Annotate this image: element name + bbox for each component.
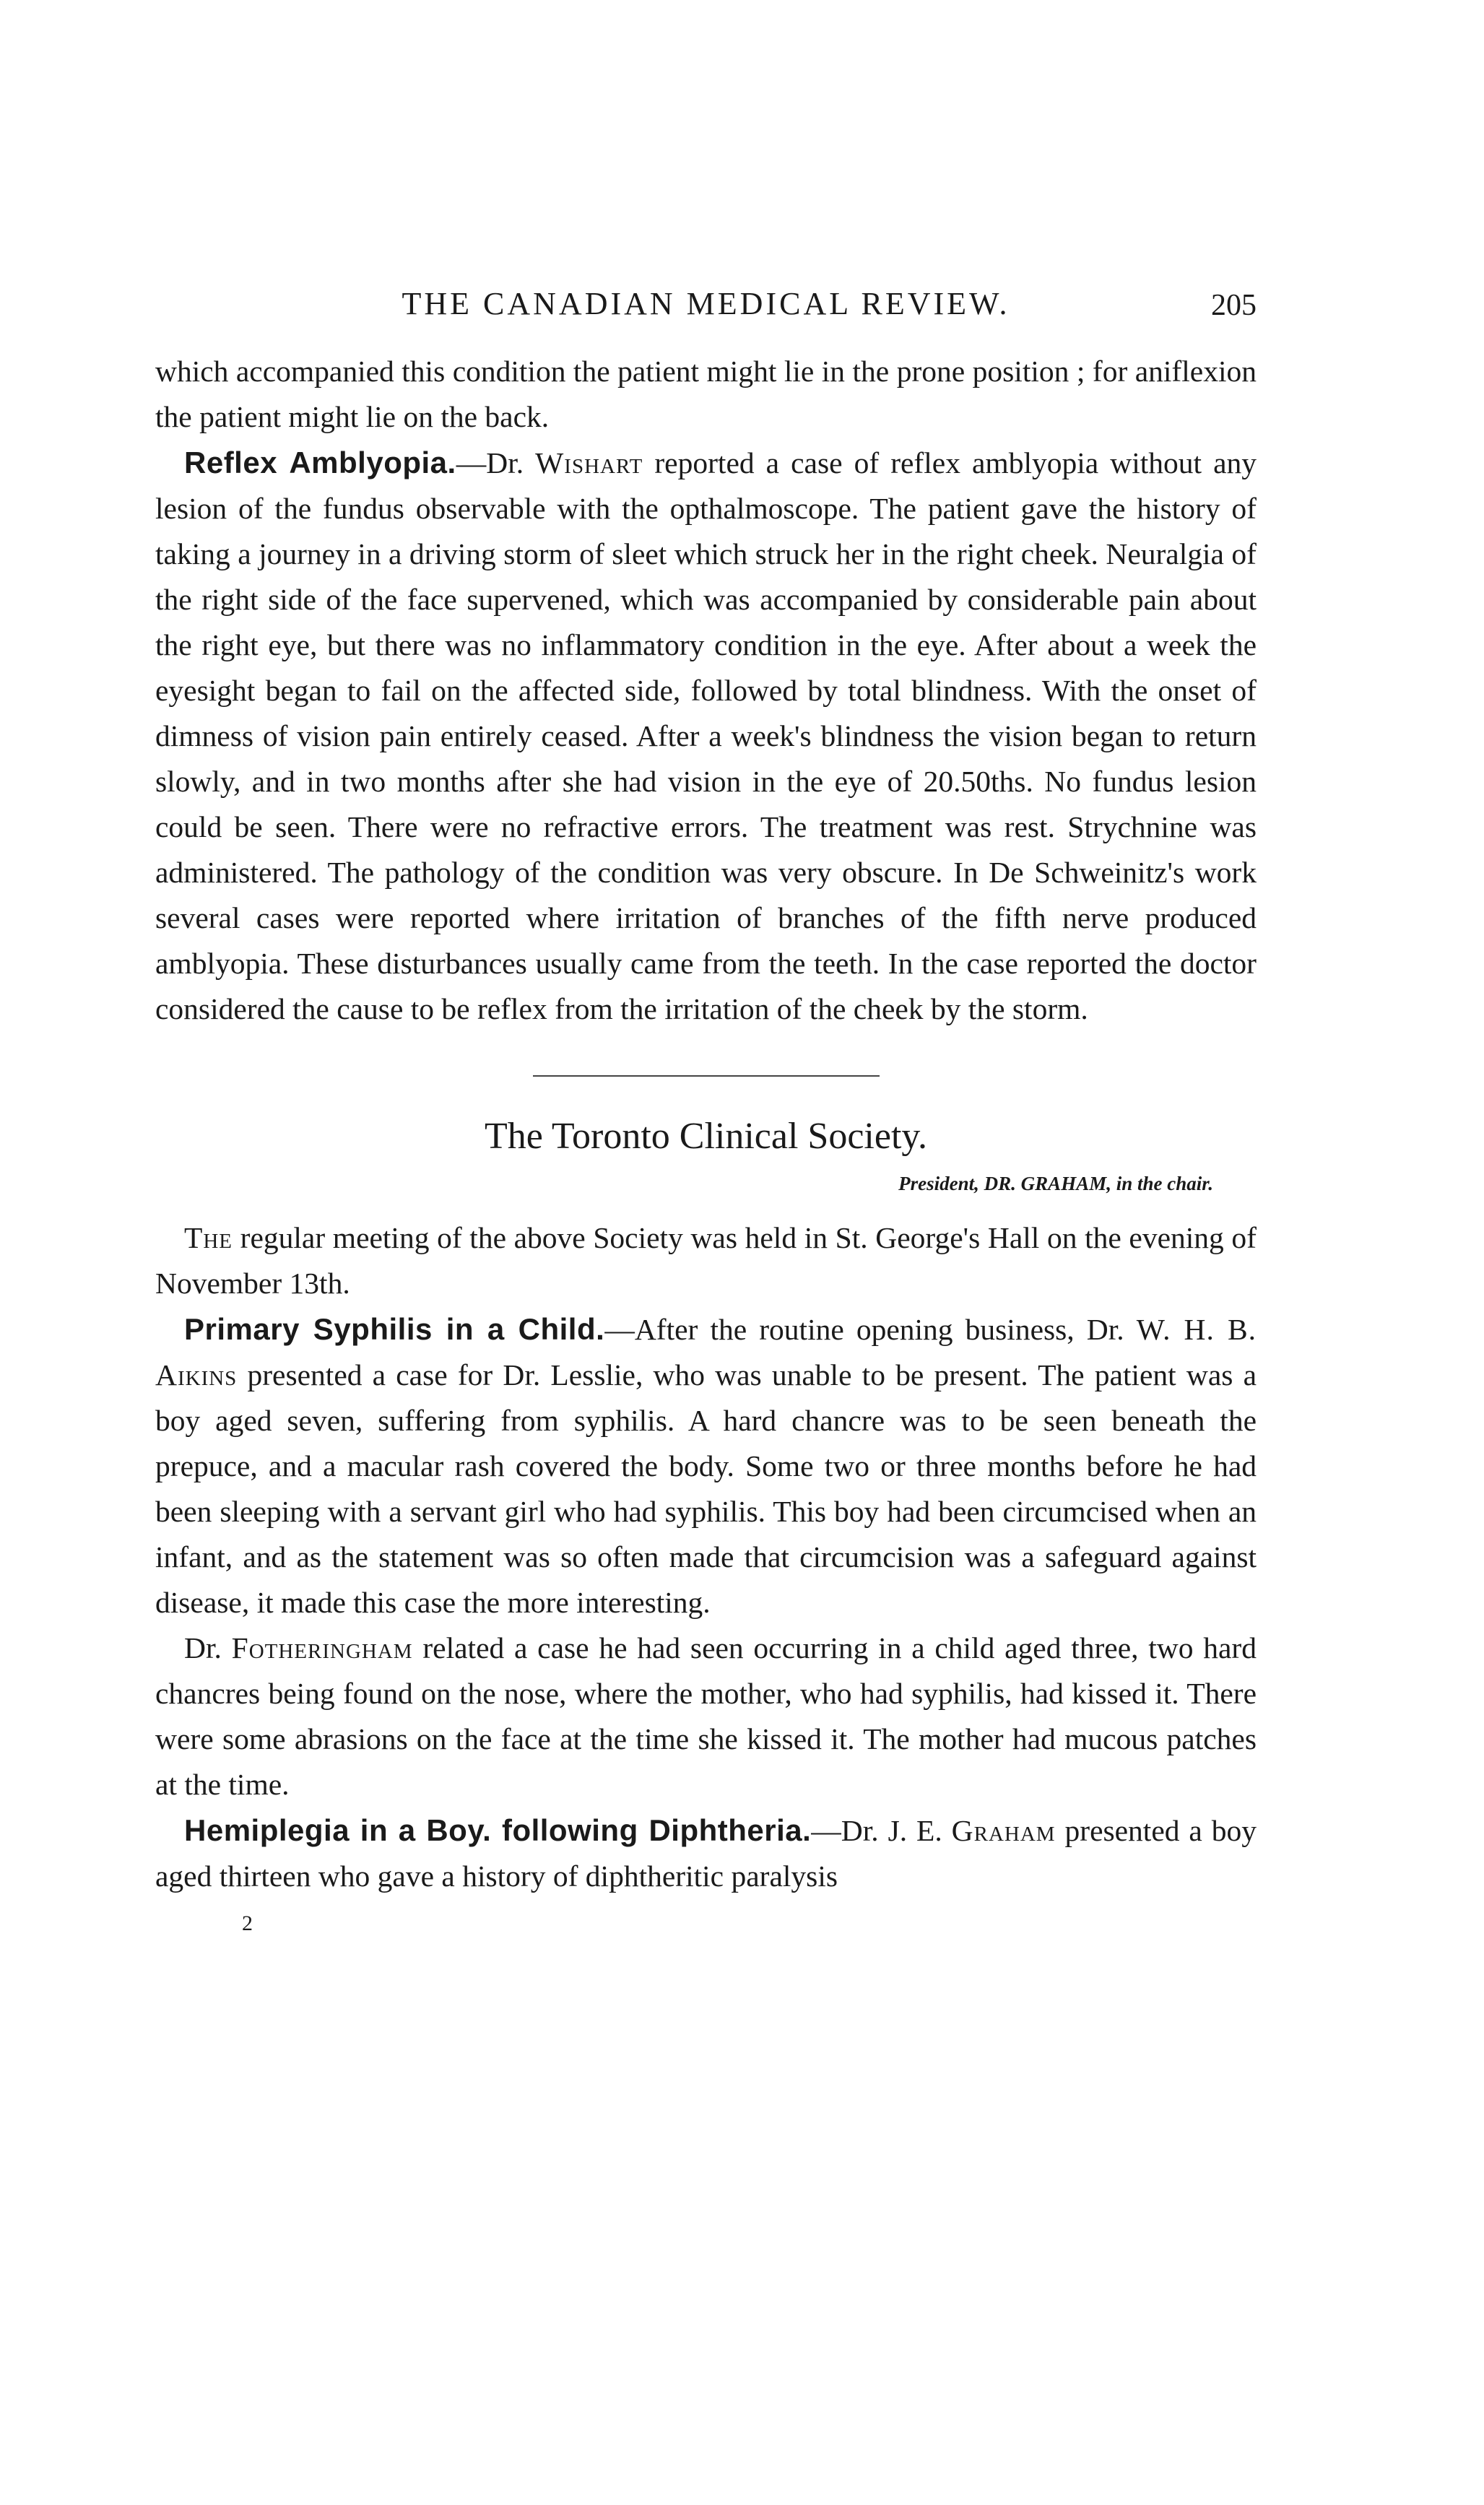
fotheringham-author: Fotheringham bbox=[231, 1631, 413, 1664]
reflex-dash: —Dr. bbox=[456, 446, 536, 479]
running-header bbox=[155, 285, 1257, 336]
syphilis-author: W. H. B. Aikins bbox=[155, 1313, 1257, 1392]
paragraph-primary-syphilis bbox=[155, 1306, 1257, 1625]
president-byline: President, DR. GRAHAM, in the chair. bbox=[898, 1173, 1213, 1194]
reflex-heading: Reflex Amblyopia. bbox=[184, 446, 456, 479]
paragraph-fotheringham bbox=[155, 1625, 1257, 1807]
hemiplegia-author: Graham bbox=[951, 1814, 1056, 1847]
fotheringham-prefix: Dr. bbox=[184, 1631, 232, 1664]
hemiplegia-dash: —Dr. J. E. bbox=[811, 1814, 952, 1847]
paragraph-reflex-amblyopia bbox=[155, 440, 1257, 1032]
paragraph-hemiplegia bbox=[155, 1807, 1257, 1899]
syphilis-text: presented a case for Dr. Lesslie, who was unable to be present. The patient was a boy aged seven, suffering from syphilis. A hard chancre was to be seen beneath the prepuce, and a macular rash covered the body. Some two or three months before he had been sleeping with a servant girl who had syphilis. This boy had been circumcised when an infant, and as the statement was so often made that circumcision was a safeguard against disease, it made this case the more interesting. bbox=[155, 1358, 1257, 1619]
intro-text: regular meeting of the above Society was held in St. George's Hall on the evening of November 13th. bbox=[155, 1221, 1257, 1300]
paragraph-continuation: which accompanied this condition the patient might lie in the prone position ; for aniflexion the patient might lie on the back. bbox=[155, 355, 1257, 433]
reflex-text: reported a case of reflex amblyopia without any lesion of the fundus observable with the opthalmoscope. The patient gave the history of taking a journey in a driving storm of sleet which struck her in the right cheek. Neuralgia of the right side of the face supervened, which was accompanied by considerable pain about the right eye, but there was no inflammatory condition in the eye. After about a week the eyesight began to fail on the affected side, followed by total blindness. With the onset of dimness of vision pain entirely ceased. After a week's blindness the vision began to return slowly, and in two months after she had vision in the eye of 20.50ths. No fundus lesion could be seen. There were no refractive errors. The treatment was rest. Strychnine was administered. The pathology of the condition was very obscure. In De Schweinitz's work several cases were reported where irritation of branches of the fifth nerve produced amblyopia. These disturbances usually came from the teeth. In the case reported the doctor considered the cause to be reflex from the irritation of the cheek by the storm. bbox=[155, 446, 1257, 1025]
section-title: The Toronto Clinical Society. bbox=[484, 1116, 928, 1157]
signature-mark: 2 bbox=[242, 1911, 253, 1935]
paragraph-society-intro bbox=[155, 1215, 1257, 1306]
intro-small-caps: The bbox=[184, 1221, 233, 1254]
journal-title: THE CANADIAN MEDICAL REVIEW. bbox=[402, 286, 1010, 321]
syphilis-heading: Primary Syphilis in a Child. bbox=[184, 1312, 605, 1346]
hemiplegia-text: presented a boy aged thirteen who gave a history of diphtheritic paralysis bbox=[155, 1814, 1257, 1893]
syphilis-dash: —After the routine opening business, Dr. bbox=[604, 1313, 1137, 1346]
document-page bbox=[155, 285, 1257, 1938]
fotheringham-text: related a case he had seen occurring in a child aged three, two hard chancres being found on the nose, where the mother, who had syphilis, had kissed it. There were some abrasions on the face at the time she kissed it. The mother had mucous patches at the time. bbox=[155, 1631, 1257, 1801]
reflex-author: Wishart bbox=[535, 446, 643, 479]
page-number: 205 bbox=[1211, 289, 1257, 322]
section-divider bbox=[155, 1065, 1257, 1084]
hemiplegia-heading: Hemiplegia in a Boy. following Diphtheria. bbox=[184, 1813, 812, 1847]
